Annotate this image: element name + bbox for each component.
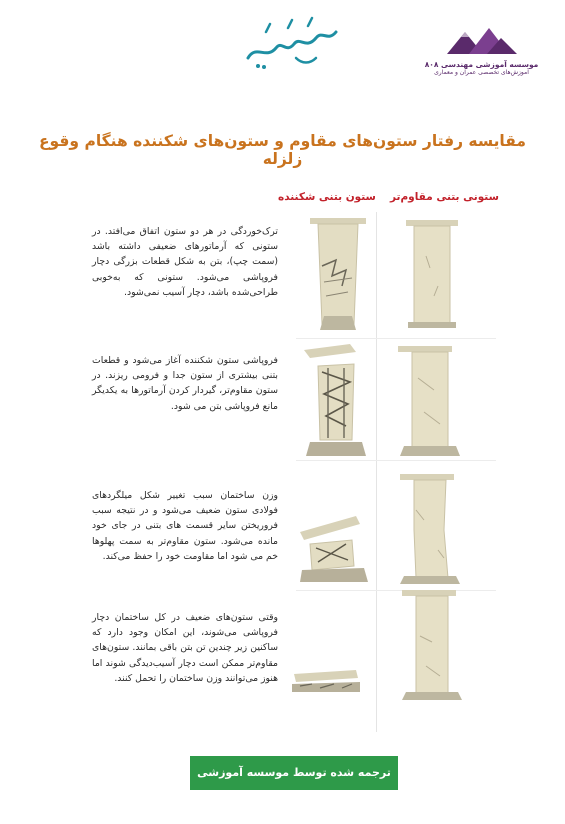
description-paragraph: وقتی ستون‌های ضعیف در کل ساختمان دچار فروپاشی می‌شوند، این امکان وجود دارد که ساکنین زیر چندین تن بتن باقی بمانند. ستون‌های مقاوم‌تر ممکن است دچار آسیب‌دیدگی شوند اما هنوز می‌توانند وزن ساختمان را تحمل کنند.: [92, 612, 278, 684]
brittle-column-crushed-illustration: [298, 470, 370, 586]
row-divider: [296, 338, 496, 339]
page-title: مقایسه رفتار ستون‌های مقاوم و ستون‌های شکننده هنگام وقوع زلزله: [38, 132, 527, 168]
institute-subtitle: آموزش‌های تخصصی عمران و معماری: [434, 69, 529, 76]
brittle-column-flattened-illustration: [290, 600, 362, 716]
mountains-icon: [447, 28, 517, 54]
resistant-column-damaged-illustration: [394, 342, 466, 458]
description-paragraph: ترک‌خوردگی در هر دو ستون اتفاق می‌افتد. در ستونی که آرماتورهای ضعیفی داشته باشد (سمت چپ)، بتن به شکل قطعات بزرگی دچار فروپاشی می‌شود. ستونی که به‌خوبی طراحی‌شده باشد، دچار آسیب نمی‌شود.: [92, 226, 278, 298]
brittle-column-cracking-illustration: [302, 216, 374, 332]
brittle-column-collapse-illustration: [300, 342, 372, 458]
institute-logo: [424, 28, 539, 80]
row-divider: [296, 460, 496, 461]
column-divider: [376, 212, 377, 732]
institute-name: موسسه آموزشی مهندسی ۸۰۸: [424, 60, 539, 69]
resistant-column-intact-illustration: [396, 216, 468, 332]
resistant-column-bending-illustration: [394, 470, 466, 586]
resistant-column-standing-illustration: [396, 586, 468, 702]
brittle-column-header: ستون بتنی شکننده: [278, 191, 376, 203]
resistant-column-header: ستونی بتنی مقاوم‌تر: [390, 191, 499, 203]
translation-credit-banner: ترجمه شده توسط موسسه آموزشی ۸۰۸: [190, 756, 398, 790]
description-paragraph: وزن ساختمان سبب تغییر شکل میلگردهای فولادی ستون ضعیف می‌شود و در نتیجه سبب فروریختن سایر قسمت های بتنی در جای خود مانده می‌شود. ستون مقاوم‌تر به سمت پهلوها خم می شود اما مقاومت خود را حفظ می‌کند.: [92, 490, 278, 562]
description-paragraph: فروپاشی ستون شکننده آغاز می‌شود و قطعات بتنی بیشتری از ستون جدا و فرومی ریزند. در ستون مقاوم‌تر، گیردار کردن آرماتورها به یکدیگر مانع فروپاشی بتن می شود.: [92, 355, 278, 412]
infographic-logo: [236, 14, 346, 74]
